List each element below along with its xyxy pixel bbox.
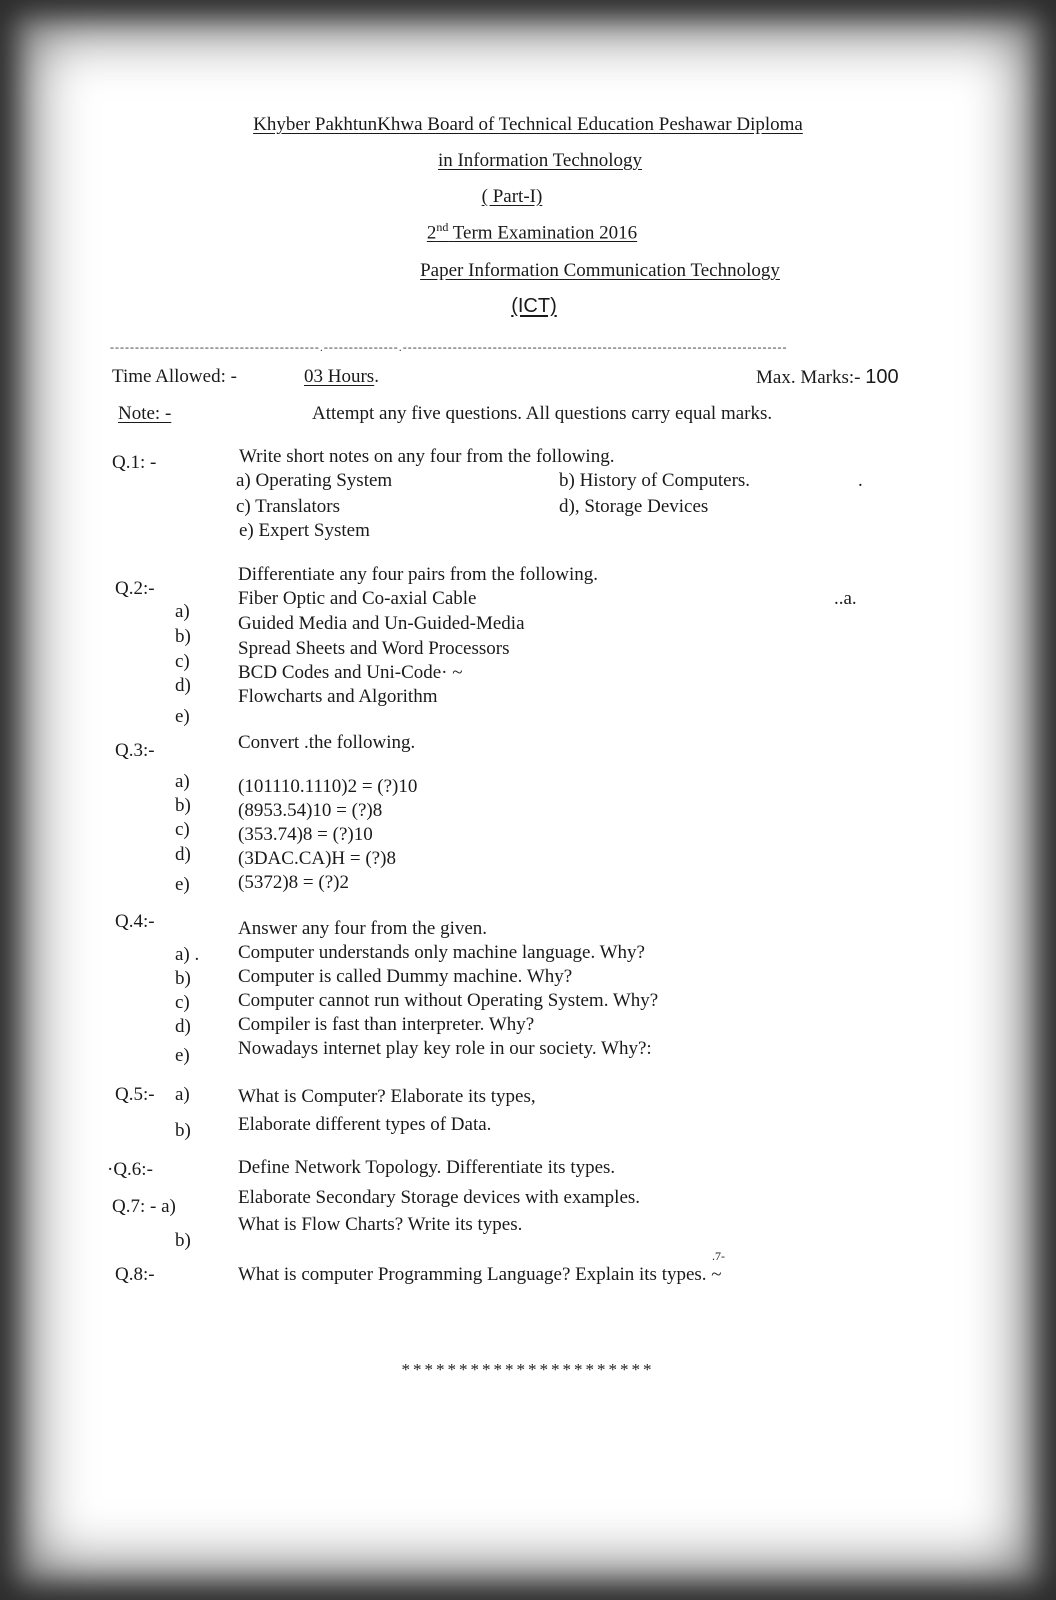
q4-marker-a: a) . <box>175 944 200 965</box>
header-paper: Paper Information Communication Technology <box>420 260 780 281</box>
time-allowed-label: Time Allowed: - <box>112 366 237 387</box>
q6-label: ·Q.6:- <box>107 1159 153 1180</box>
q7-item-b: What is Flow Charts? Write its types. <box>238 1214 523 1235</box>
q2-label: Q.2:- <box>115 578 155 599</box>
q3-item-c: (353.74)8 = (?)10 <box>238 824 373 845</box>
q8-label: Q.8:- <box>115 1264 155 1285</box>
q2-marker-c: c) <box>175 651 190 672</box>
q4-item-b: Computer is called Dummy machine. Why? <box>238 966 573 987</box>
q3-label: Q.3:- <box>115 740 155 761</box>
q4-item-e: Nowadays internet play key role in our society. Why?: <box>238 1038 652 1059</box>
q2-stray-mark: ..a. <box>834 588 857 609</box>
q4-marker-e: e) <box>175 1045 190 1066</box>
term-suffix: nd <box>436 220 449 234</box>
header-board: Khyber PakhtunKhwa Board of Technical Education Peshawar Diploma <box>253 114 803 135</box>
q2-item-e: Flowcharts and Algorithm <box>238 686 438 707</box>
divider-line: ------------------------------------------.---------------.----------------------------------------------------------------------------- <box>110 340 788 354</box>
q2-marker-b: b) <box>175 626 191 647</box>
q5-marker-a: a) <box>175 1084 190 1105</box>
max-marks-value: 100 <box>865 366 899 388</box>
q3-item-a: (101110.1110)2 = (?)10 <box>238 776 418 797</box>
note-text: Attempt any five questions. All questions carry equal marks. <box>312 403 773 424</box>
q1-option-b: b) History of Computers. <box>559 470 751 491</box>
q4-marker-b: b) <box>175 968 191 989</box>
footer-stars: ********************** <box>401 1360 655 1379</box>
q3-marker-b: b) <box>175 795 191 816</box>
header-program: in Information Technology <box>437 150 643 171</box>
max-marks-label: Max. Marks:- <box>756 367 861 388</box>
q1-stray-dot: . <box>858 470 863 491</box>
q1-option-d: d), Storage Devices <box>559 496 709 517</box>
q4-marker-d: d) <box>175 1016 191 1037</box>
q8-text: What is computer Programming Language? Explain its types. ~ <box>238 1264 722 1285</box>
q7-item-a: Elaborate Secondary Storage devices with examples. <box>238 1187 641 1208</box>
q4-item-d: Compiler is fast than interpreter. Why? <box>238 1014 535 1035</box>
q6-text: Define Network Topology. Differentiate its types. <box>238 1157 616 1178</box>
q4-stem: Answer any four from the given. <box>238 918 488 939</box>
term-number: 2 <box>426 222 437 244</box>
q2-item-b: Guided Media and Un-Guided-Media <box>238 613 525 634</box>
q4-item-c: Computer cannot run without Operating System. Why? <box>238 990 659 1011</box>
max-marks <box>756 366 899 389</box>
header-code: (ICT) <box>511 295 557 317</box>
header-term <box>4 220 1056 244</box>
q2-stem: Differentiate any four pairs from the following. <box>238 564 599 585</box>
q3-marker-d: d) <box>175 844 191 865</box>
q5-marker-b: b) <box>175 1120 191 1141</box>
q5-item-b: Elaborate different types of Data. <box>238 1114 492 1135</box>
q2-item-c: Spread Sheets and Word Processors <box>238 638 510 659</box>
q1-option-c: c) Translators <box>236 496 340 517</box>
q3-marker-c: c) <box>175 819 190 840</box>
q1-stem: Write short notes on any four from the following. <box>239 446 615 467</box>
time-allowed-value <box>304 366 379 388</box>
q4-item-a: Computer understands only machine language. Why? <box>238 942 645 963</box>
q1-option-e: e) Expert System <box>239 520 370 541</box>
q3-stem: Convert .the following. <box>238 732 416 753</box>
q2-marker-d: d) <box>175 675 191 696</box>
q3-item-d: (3DAC.CA)H = (?)8 <box>238 848 396 869</box>
q2-item-a: Fiber Optic and Co-axial Cable <box>238 588 477 609</box>
q1-option-a: a) Operating System <box>236 470 393 491</box>
time-dot: . <box>374 366 379 387</box>
q7-label: Q.7: - a) <box>112 1196 176 1217</box>
q2-marker-e: e) <box>175 706 190 727</box>
q3-marker-a: a) <box>175 771 190 792</box>
header-part: ( Part-I) <box>481 186 543 207</box>
q4-label: Q.4:- <box>115 911 155 932</box>
q5-item-a: What is Computer? Elaborate its types, <box>238 1086 536 1107</box>
q1-label: Q.1: - <box>112 452 157 473</box>
q3-marker-e: e) <box>175 874 190 895</box>
q3-item-b: (8953.54)10 = (?)8 <box>238 800 383 821</box>
q7-marker-b: b) <box>175 1230 191 1251</box>
note-label: Note: - <box>118 403 172 424</box>
time-hours: 03 Hours <box>304 366 375 387</box>
term-text: Term Examination 2016 <box>448 222 638 244</box>
q2-item-d: BCD Codes and Uni-Code· ~ <box>238 662 463 683</box>
q7-stray-mark: .7- <box>712 1249 725 1263</box>
q5-label: Q.5:- <box>115 1084 155 1105</box>
q3-item-e: (5372)8 = (?)2 <box>238 872 349 893</box>
q2-marker-a: a) <box>175 601 190 622</box>
q4-marker-c: c) <box>175 992 190 1013</box>
